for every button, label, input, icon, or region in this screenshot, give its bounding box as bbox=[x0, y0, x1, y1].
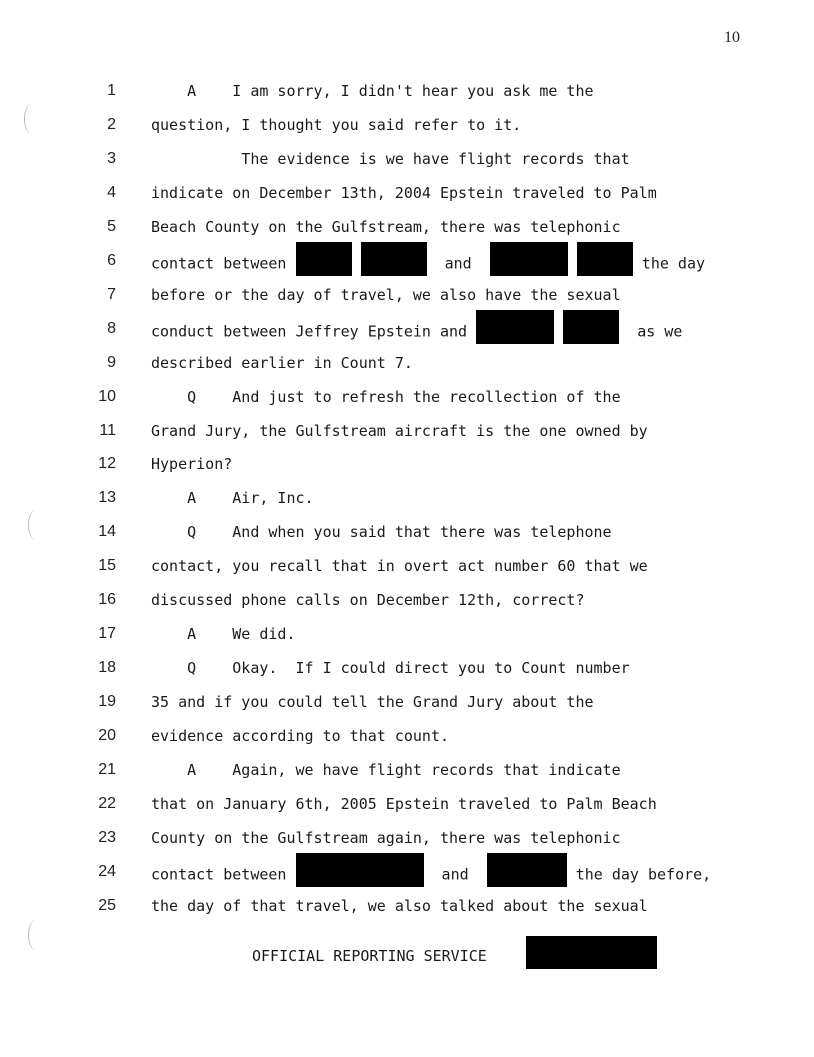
line-number: 21 bbox=[98, 761, 116, 778]
text-segment: Hyperion? bbox=[151, 455, 233, 474]
line-number: 16 bbox=[98, 591, 116, 609]
transcript-line bbox=[0, 897, 814, 919]
text-segment: and bbox=[423, 865, 487, 884]
transcript-line bbox=[0, 829, 814, 851]
text-segment: A Again, we have flight records that indicate bbox=[151, 761, 621, 779]
transcript-line bbox=[0, 82, 814, 104]
transcript-line bbox=[0, 286, 814, 308]
page-number: 10 bbox=[724, 29, 740, 46]
line-text bbox=[151, 863, 711, 887]
line-number: 6 bbox=[107, 251, 116, 269]
line-text bbox=[151, 455, 232, 473]
line-text bbox=[151, 354, 413, 372]
line-number: 18 bbox=[98, 659, 116, 677]
text-segment: described earlier in Count 7. bbox=[151, 353, 413, 372]
transcript-line bbox=[0, 218, 814, 240]
transcript-line bbox=[0, 523, 814, 545]
text-segment: Q And when you said that there was telephone bbox=[151, 523, 612, 542]
text-segment: contact between bbox=[151, 865, 296, 884]
transcript-line bbox=[0, 422, 814, 444]
redaction-box bbox=[487, 853, 567, 887]
transcript-line bbox=[0, 693, 814, 715]
line-number: 15 bbox=[98, 557, 116, 575]
line-number: 20 bbox=[98, 727, 116, 745]
line-text bbox=[151, 320, 682, 344]
line-number: 25 bbox=[98, 896, 116, 914]
text-segment: Q And just to refresh the recollection of the bbox=[151, 387, 621, 406]
text-segment: the day before, bbox=[566, 865, 712, 884]
line-text bbox=[151, 252, 705, 276]
text-segment: contact between bbox=[151, 254, 296, 273]
line-number: 4 bbox=[107, 183, 116, 201]
redaction-box bbox=[296, 853, 424, 887]
transcript-line bbox=[0, 320, 814, 342]
text-segment: A Air, Inc. bbox=[151, 489, 314, 508]
line-number: 13 bbox=[98, 489, 116, 507]
line-number: 1 bbox=[107, 82, 116, 99]
transcript-line bbox=[0, 625, 814, 647]
line-text bbox=[151, 82, 594, 100]
text-segment: before or the day of travel, we also have the sexual bbox=[151, 285, 621, 304]
text-segment: County on the Gulfstream again, there was telephonic bbox=[151, 828, 621, 847]
text-segment: contact, you recall that in overt act number 60 that we bbox=[151, 557, 648, 576]
line-text bbox=[151, 489, 314, 507]
transcript-line bbox=[0, 455, 814, 477]
transcript-line bbox=[0, 252, 814, 274]
line-number: 9 bbox=[107, 353, 116, 371]
redaction-box bbox=[361, 242, 427, 276]
text-segment: the day of that travel, we also talked about the sexual bbox=[151, 896, 648, 915]
text-segment bbox=[568, 254, 577, 272]
text-segment bbox=[352, 254, 361, 272]
footer-reporting-service: OFFICIAL REPORTING SERVICE bbox=[252, 947, 487, 965]
line-number: 14 bbox=[98, 523, 116, 541]
text-segment: Grand Jury, the Gulfstream aircraft is the one owned by bbox=[151, 421, 648, 440]
redaction-box bbox=[490, 242, 568, 276]
line-text bbox=[151, 184, 657, 202]
line-text bbox=[151, 523, 612, 541]
line-text bbox=[151, 693, 594, 711]
line-number: 12 bbox=[98, 455, 116, 473]
text-segment: 35 and if you could tell the Grand Jury about the bbox=[151, 693, 594, 712]
footer-redaction-box bbox=[526, 936, 657, 969]
text-segment: and bbox=[426, 254, 490, 273]
text-segment: Beach County on the Gulfstream, there was telephonic bbox=[151, 217, 621, 236]
line-text bbox=[151, 795, 657, 813]
line-text bbox=[151, 897, 648, 915]
line-text bbox=[151, 150, 630, 168]
transcript-line bbox=[0, 150, 814, 172]
transcript-line bbox=[0, 116, 814, 138]
transcript-line bbox=[0, 184, 814, 206]
line-number: 23 bbox=[98, 828, 116, 846]
transcript-line bbox=[0, 489, 814, 511]
line-number: 2 bbox=[107, 115, 116, 133]
redaction-box bbox=[577, 242, 633, 276]
line-number: 17 bbox=[98, 625, 116, 643]
line-text bbox=[151, 659, 630, 677]
text-segment: The evidence is we have flight records that bbox=[151, 149, 630, 168]
line-text bbox=[151, 218, 621, 236]
line-number: 7 bbox=[107, 285, 116, 303]
hole-punch-mark bbox=[24, 104, 39, 134]
text-segment: discussed phone calls on December 12th, correct? bbox=[151, 591, 585, 610]
transcript-line bbox=[0, 863, 814, 885]
text-segment: Q Okay. If I could direct you to Count number bbox=[151, 659, 630, 678]
line-number: 22 bbox=[98, 794, 116, 812]
redaction-box bbox=[476, 310, 554, 344]
line-number: 24 bbox=[98, 862, 116, 880]
line-number: 3 bbox=[107, 149, 116, 167]
line-text bbox=[151, 422, 648, 440]
line-text bbox=[151, 591, 584, 609]
text-segment: question, I thought you said refer to it. bbox=[151, 115, 522, 134]
line-text bbox=[151, 625, 296, 643]
transcript-line bbox=[0, 727, 814, 749]
text-segment: evidence according to that count. bbox=[151, 727, 450, 746]
line-text bbox=[151, 116, 521, 134]
text-segment: as we bbox=[619, 322, 683, 341]
line-text bbox=[151, 727, 449, 745]
transcript-line bbox=[0, 761, 814, 783]
line-number: 10 bbox=[98, 387, 116, 405]
text-segment: A I am sorry, I didn't hear you ask me the bbox=[151, 82, 594, 100]
text-segment: A We did. bbox=[151, 625, 296, 644]
hole-punch-mark bbox=[28, 920, 43, 950]
line-text bbox=[151, 829, 621, 847]
transcript-line bbox=[0, 659, 814, 681]
line-number: 5 bbox=[107, 217, 116, 235]
redaction-box bbox=[563, 310, 619, 344]
transcript-line bbox=[0, 388, 814, 410]
hole-punch-mark bbox=[28, 510, 43, 540]
line-text bbox=[151, 761, 621, 779]
transcript-line bbox=[0, 795, 814, 817]
redaction-box bbox=[296, 242, 352, 276]
line-number: 8 bbox=[107, 319, 116, 337]
text-segment bbox=[554, 322, 563, 340]
text-segment: the day bbox=[632, 254, 706, 273]
line-text bbox=[151, 286, 621, 304]
text-segment: that on January 6th, 2005 Epstein traveled to Palm Beach bbox=[151, 794, 657, 813]
transcript-line bbox=[0, 354, 814, 376]
line-text bbox=[151, 557, 648, 575]
text-segment: conduct between Jeffrey Epstein and bbox=[151, 322, 477, 341]
transcript-line bbox=[0, 557, 814, 579]
text-segment: indicate on December 13th, 2004 Epstein traveled to Palm bbox=[151, 183, 657, 202]
line-number: 19 bbox=[98, 693, 116, 711]
transcript-line bbox=[0, 591, 814, 613]
line-number: 11 bbox=[99, 421, 116, 439]
line-text bbox=[151, 388, 621, 406]
